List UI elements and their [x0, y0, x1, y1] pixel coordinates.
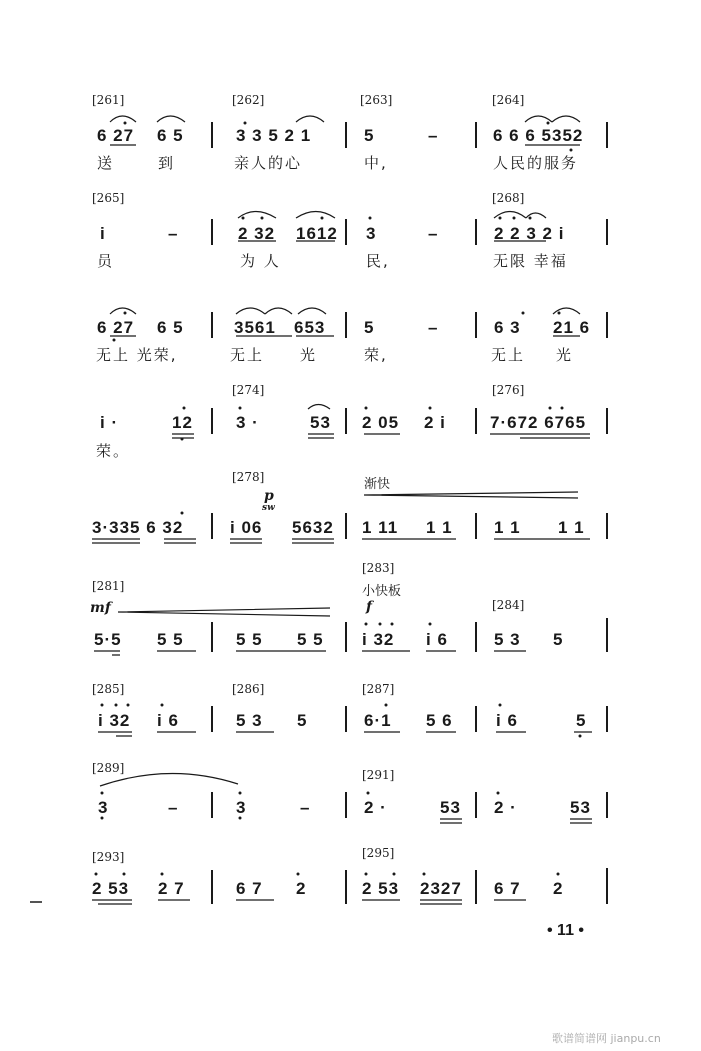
note-group: 6 5 — [157, 318, 184, 337]
note-group: 2 — [296, 879, 307, 898]
note-group: 53 — [310, 413, 331, 432]
barline — [606, 312, 608, 338]
note-group: 6 27 — [97, 126, 135, 145]
dash-sustain: – — [428, 126, 439, 145]
barline — [475, 408, 477, 434]
barline — [606, 618, 608, 652]
note-group: 3 3 5 2 1 — [236, 126, 312, 145]
barline — [211, 706, 213, 732]
note-group: 653 — [294, 318, 326, 337]
slur — [110, 116, 136, 122]
lyric: 中, — [364, 154, 388, 172]
note-group: 3·335 6 32 — [92, 518, 184, 537]
note-group: 5 3 — [236, 711, 263, 730]
crescendo-wedge — [118, 608, 330, 616]
barline — [211, 122, 213, 148]
lyric: 无上 — [230, 346, 265, 364]
note-group: 1 1 — [426, 518, 453, 537]
note-group: 5 5 — [157, 630, 184, 649]
lyric: 光 — [300, 346, 318, 364]
measure-number: [262] — [232, 93, 265, 107]
barline — [606, 792, 608, 818]
note-group: i 32 — [98, 711, 131, 730]
slur — [308, 405, 330, 410]
barline — [211, 219, 213, 245]
barline — [345, 408, 347, 434]
note-group: 5 — [576, 711, 587, 730]
barline — [211, 408, 213, 434]
barline — [606, 868, 608, 904]
note-group: 3 — [98, 798, 109, 817]
barline — [345, 513, 347, 539]
slur — [157, 116, 185, 122]
note-group: i 6 — [157, 711, 179, 730]
slur — [552, 116, 580, 122]
note-group: 5 — [297, 711, 308, 730]
dynamic-mf: mf — [90, 600, 111, 616]
note-group: 5 — [364, 126, 375, 145]
slur — [494, 212, 526, 219]
note-group: i · — [100, 413, 119, 432]
slur — [238, 212, 276, 219]
note-group: 7·672 6765 — [490, 413, 587, 432]
barline — [211, 312, 213, 338]
note-group: 5 — [553, 630, 564, 649]
lyric: 荣。 — [96, 442, 131, 460]
lyric: 亲人的心 — [234, 154, 303, 172]
measure-number: [276] — [492, 383, 525, 397]
barline — [345, 219, 347, 245]
measure-number: [285] — [92, 682, 125, 696]
note-group: 2 32 — [238, 224, 276, 243]
barline — [345, 622, 347, 652]
lyric: 送 — [97, 154, 115, 172]
note-group: i 32 — [362, 630, 395, 649]
lyric: 无上 光荣, — [96, 346, 178, 364]
measure-number: [289] — [92, 761, 125, 775]
note-group: 2 i — [424, 413, 446, 432]
measure-number: [295] — [362, 846, 395, 860]
note-group: i 6 — [426, 630, 448, 649]
note-group: 2 05 — [362, 413, 400, 432]
measure-number: [264] — [492, 93, 525, 107]
dynamic-p: p — [264, 488, 274, 504]
page-number: • 11 • — [547, 922, 585, 939]
note-group: i 06 — [230, 518, 263, 537]
barline — [211, 870, 213, 904]
measure-number: [281] — [92, 579, 125, 593]
barline — [475, 513, 477, 539]
barline — [606, 513, 608, 539]
note-group: 2 — [553, 879, 564, 898]
slur — [298, 308, 326, 314]
lyric: 到 — [158, 154, 176, 172]
note-group: 6 27 — [97, 318, 135, 337]
note-group: 1 11 — [362, 518, 399, 537]
measure-number: [284] — [492, 598, 525, 612]
barline — [606, 219, 608, 245]
lyric: 民, — [366, 252, 390, 270]
lyric: 光 — [556, 346, 574, 364]
note-group: 2 53 — [362, 879, 400, 898]
barline — [475, 870, 477, 904]
measure-number: [286] — [232, 682, 265, 696]
note-group: 5 5 — [236, 630, 263, 649]
note-group: 6 5 — [157, 126, 184, 145]
slur — [110, 308, 136, 314]
lyric: 人民的服务 — [493, 154, 579, 172]
note-group: 21 6 — [553, 318, 591, 337]
note-group: 3 — [366, 224, 377, 243]
sw-mark: sw — [262, 503, 275, 513]
note-group: 5 3 — [494, 630, 521, 649]
note-group: 6 6 6 5352 — [493, 126, 584, 145]
barline — [345, 312, 347, 338]
barline — [606, 122, 608, 148]
barline — [345, 122, 347, 148]
dash-sustain: – — [300, 798, 311, 817]
note-group: 5 6 — [426, 711, 453, 730]
note-group: 2327 — [420, 879, 462, 898]
slur — [236, 308, 265, 314]
note-group: 5 5 — [297, 630, 324, 649]
note-group: 2 2 3 2 i — [494, 224, 565, 243]
note-group: 1 1 — [494, 518, 521, 537]
note-group: 1 1 — [558, 518, 585, 537]
measure-number: [274] — [232, 383, 265, 397]
dash-sustain: – — [168, 798, 179, 817]
note-group: 6 7 — [236, 879, 263, 898]
lyric: 员 — [97, 252, 115, 270]
note-group: 3 — [236, 798, 247, 817]
barline — [211, 622, 213, 652]
barline — [345, 870, 347, 904]
measure-number: [287] — [362, 682, 395, 696]
note-group: 6 3 — [494, 318, 521, 337]
slur — [526, 213, 546, 218]
barline — [475, 622, 477, 652]
measure-number: [278] — [232, 470, 265, 484]
slur — [553, 308, 580, 314]
slur — [265, 308, 292, 314]
measure-number: [283] — [362, 561, 395, 575]
barline — [475, 122, 477, 148]
slur — [525, 116, 552, 122]
measure-number: [261] — [92, 93, 125, 107]
lyric: 无上 — [491, 346, 526, 364]
dash-sustain: – — [428, 224, 439, 243]
measure-number: [265] — [92, 191, 125, 205]
barline — [606, 706, 608, 732]
note-group: 5632 — [292, 518, 334, 537]
note-group: 5 — [364, 318, 375, 337]
barline — [475, 219, 477, 245]
measure-number: [263] — [360, 93, 393, 107]
note-group: 2 · — [364, 798, 387, 817]
tempo-marking: 渐快 — [364, 477, 391, 492]
note-group: 3 · — [236, 413, 259, 432]
note-group: i — [100, 224, 106, 243]
note-group: 53 — [440, 798, 461, 817]
dynamic-f: f — [366, 599, 373, 615]
measure-number: [291] — [362, 768, 395, 782]
barline — [345, 706, 347, 732]
slur — [100, 773, 238, 786]
note-group: 3561 — [234, 318, 276, 337]
barline — [211, 513, 213, 539]
note-group: 2 7 — [158, 879, 185, 898]
note-group: 5·5 — [94, 630, 122, 649]
measure-number: [268] — [492, 191, 525, 205]
note-group: 2 · — [494, 798, 517, 817]
dash-sustain: – — [168, 224, 179, 243]
barline — [606, 408, 608, 434]
barline — [475, 706, 477, 732]
note-group: 53 — [570, 798, 591, 817]
barline — [345, 792, 347, 818]
lyric: 为 人 — [240, 252, 281, 270]
note-group: 2 53 — [92, 879, 130, 898]
lyric: 荣, — [364, 346, 388, 364]
note-group: i 6 — [496, 711, 518, 730]
barline — [475, 792, 477, 818]
slur — [296, 212, 335, 219]
note-group: 12 — [172, 413, 193, 432]
dash-sustain: – — [428, 318, 439, 337]
lyric: 无限 幸福 — [493, 252, 568, 270]
barline — [475, 312, 477, 338]
note-group: 6 7 — [494, 879, 521, 898]
watermark: 歌谱简谱网 jianpu.cn — [552, 1032, 661, 1045]
slur — [296, 116, 324, 122]
tempo-marking: 小快板 — [362, 584, 402, 599]
measure-number: [293] — [92, 850, 125, 864]
crescendo-wedge — [364, 492, 578, 498]
barline — [211, 792, 213, 818]
note-group: 6·1 — [364, 711, 392, 730]
beam-lines-double — [92, 438, 592, 904]
note-group: 1612 — [296, 224, 338, 243]
